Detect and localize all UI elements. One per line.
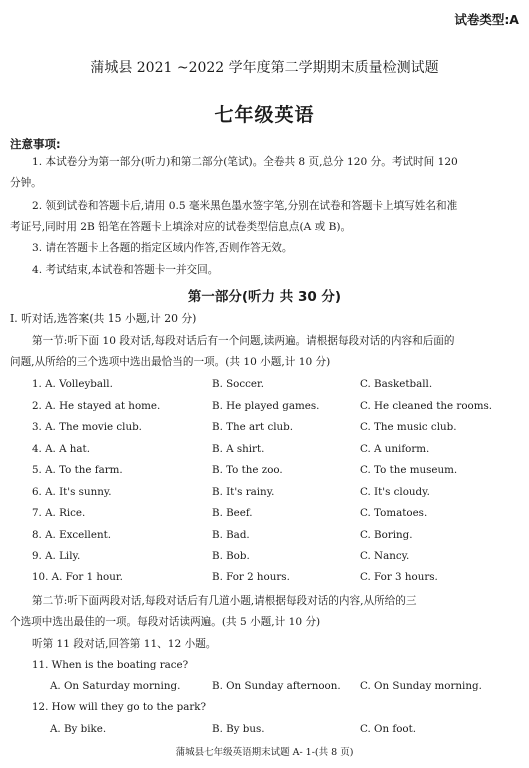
q1-option-c: C. Basketball. [360,378,433,390]
q5-option-a: 5. A. To the farm. [32,464,123,476]
q4-option-c: C. A uniform. [360,443,430,455]
q10-option-a: 10. A. For 1 hour. [32,571,123,583]
q12-stem: 12. How will they go to the park? [32,701,207,713]
q9-option-a: 9. A. Lily. [32,550,81,562]
notice-item-1-line-2: 分钟。 [10,177,42,189]
section-two-intro-line-2: 个选项中选出最佳的一项。每段对话读两遍。(共 5 小题,计 10 分) [10,616,321,628]
part-one-title: 第一部分(听力 共 30 分) [187,289,342,305]
q11-stem: 11. When is the boating race? [32,659,189,671]
q8-option-c: C. Boring. [360,529,413,541]
q9-option-b: B. Bob. [212,550,250,562]
section-two-intro-line-1: 第二节:听下面两段对话,每段对话后有几道小题,请根据每段对话的内容,从所给的三 [32,595,417,607]
q5-option-c: C. To the museum. [360,464,458,476]
notice-item-3: 3. 请在答题卡上各题的指定区域内作答,否则作答无效。 [32,242,293,254]
dialogue-11-instruction: 听第 11 段对话,回答第 11、12 小题。 [32,638,217,650]
exam-title: 蒲城县 2021 ~2022 学年度第二学期期末质量检测试题 [90,60,439,76]
q3-option-b: B. The art club. [212,421,294,433]
q7-option-b: B. Beef. [212,507,253,519]
section-one-intro-line-1: 第一节:听下面 10 段对话,每段对话后有一个问题,读两遍。请根据每段对话的内容和后面的 [32,335,455,347]
q3-option-a: 3. A. The movie club. [32,421,142,433]
q8-option-a: 8. A. Excellent. [32,529,111,541]
notice-item-1-line-1: 1. 本试卷分为第一部分(听力)和第二部分(笔试)。全卷共 8 页,总分 120 分。考试时间 120 [32,156,458,168]
q8-option-b: B. Bad. [212,529,250,541]
q2-option-b: B. He played games. [212,400,320,412]
q11-option-a: A. On Saturday morning. [50,680,181,692]
notice-item-2-line-2: 考证号,同时用 2B 铅笔在答题卡上填涂对应的试卷类型信息点(A 或 B)。 [10,221,352,233]
q12-option-a: A. By bike. [50,723,107,735]
q11-option-c: C. On Sunday morning. [360,680,482,692]
q12-option-c: C. On foot. [360,723,417,735]
q6-option-c: C. It's cloudy. [360,486,430,498]
q3-option-c: C. The music club. [360,421,457,433]
q7-option-a: 7. A. Rice. [32,507,86,519]
paper-type-label: 试卷类型:A [454,12,519,27]
q4-option-a: 4. A. A hat. [32,443,90,455]
notice-heading: 注意事项: [10,137,61,151]
q2-option-c: C. He cleaned the rooms. [360,400,493,412]
q11-option-b: B. On Sunday afternoon. [212,680,341,692]
notice-item-4: 4. 考试结束,本试卷和答题卡一并交回。 [32,264,219,276]
q10-option-b: B. For 2 hours. [212,571,290,583]
section-one-heading: Ⅰ. 听对话,选答案(共 15 小题,计 20 分) [10,312,197,325]
section-one-intro-line-2: 问题,从所给的三个选项中选出最恰当的一项。(共 10 小题,计 10 分) [10,356,331,368]
q12-option-b: B. By bus. [212,723,265,735]
q1-option-b: B. Soccer. [212,378,265,390]
page-footer: 蒲城县七年级英语期末试题 A- 1-(共 8 页) [175,747,354,758]
q5-option-b: B. To the zoo. [212,464,283,476]
notice-item-2-line-1: 2. 领到试卷和答题卡后,请用 0.5 毫米黑色墨水签字笔,分别在试卷和答题卡上填写姓名和准 [32,200,458,212]
q2-option-a: 2. A. He stayed at home. [32,400,161,412]
q6-option-a: 6. A. It's sunny. [32,486,112,498]
q4-option-b: B. A shirt. [212,443,265,455]
q9-option-c: C. Nancy. [360,550,410,562]
q10-option-c: C. For 3 hours. [360,571,438,583]
q6-option-b: B. It's rainy. [212,486,275,498]
subject-title: 七年级英语 [214,104,315,126]
q1-option-a: 1. A. Volleyball. [32,378,113,390]
q7-option-c: C. Tomatoes. [360,507,428,519]
